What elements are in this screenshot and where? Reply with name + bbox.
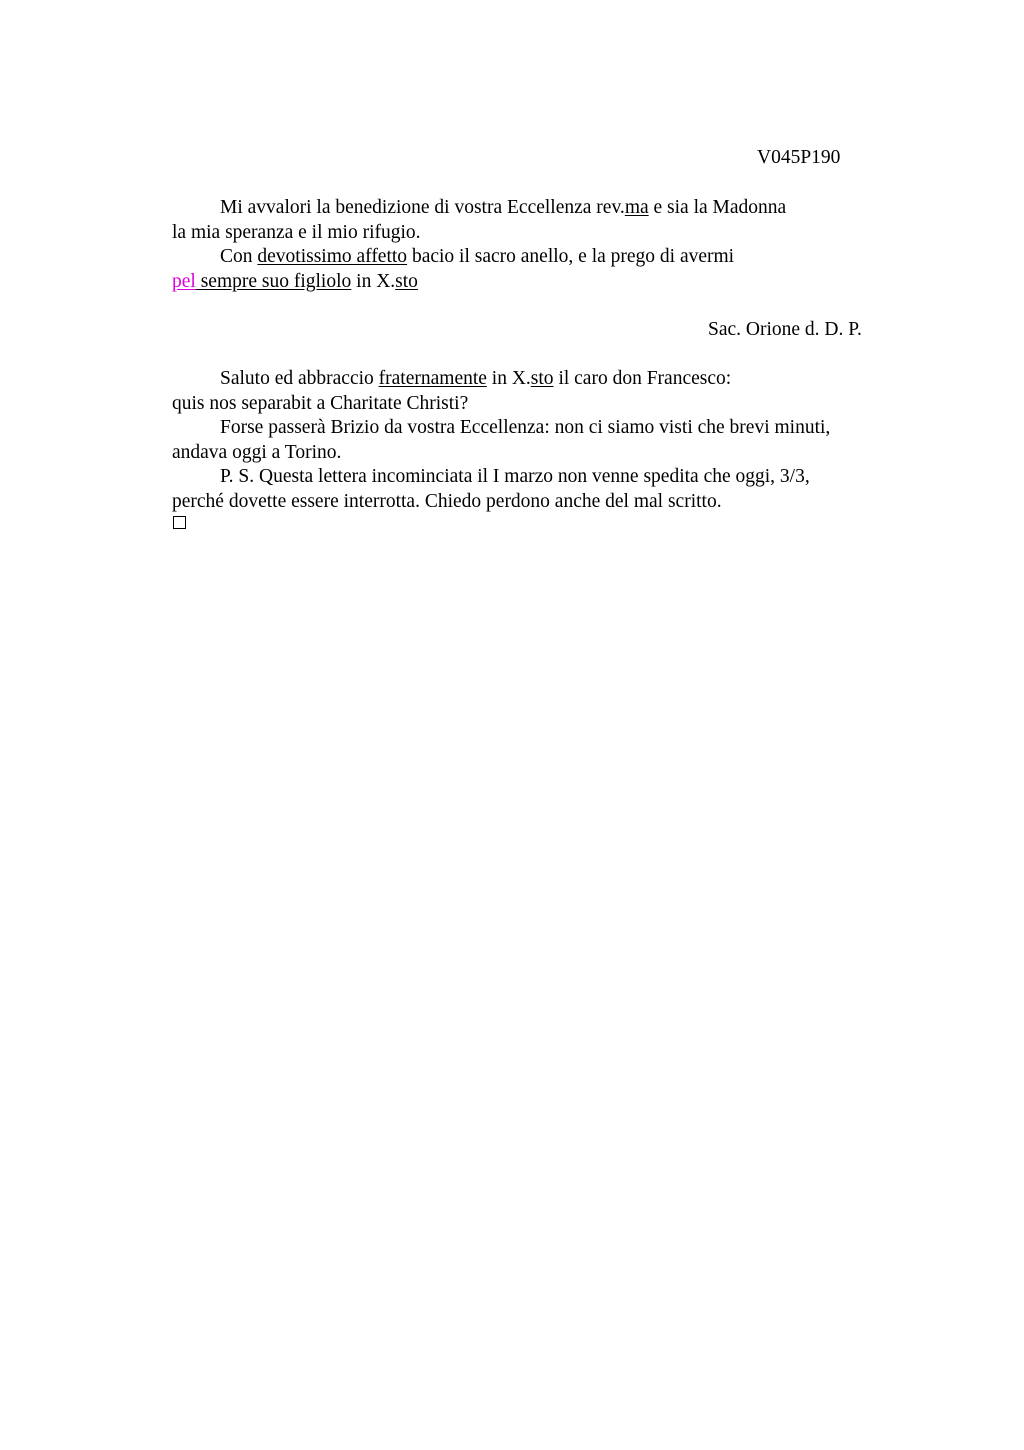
underlined-phrase: devotissimo affetto <box>257 246 408 267</box>
abbreviation-underlined: sto <box>530 368 554 389</box>
paragraph-1-line-1 <box>220 196 786 220</box>
paragraph-2-line-1 <box>220 245 734 269</box>
paragraph-4-line-2: andava oggi a Torino. <box>172 442 342 463</box>
paragraph-4-line-1: Forse passerà Brizio da vostra Eccellenza: non ci siamo visti che brevi minuti, <box>220 417 831 438</box>
paragraph-3-line-1 <box>220 367 731 391</box>
paragraph-5-line-1: P. S. Questa lettera incominciata il I marzo non venne spedita che oggi, 3/3, <box>220 466 810 487</box>
text-fragment: Saluto ed abbraccio <box>220 368 379 389</box>
text-fragment: bacio il sacro anello, e la prego di avermi <box>407 246 735 267</box>
text-fragment: Mi avvalori la benedizione di vostra Eccellenza rev. <box>220 197 625 218</box>
empty-box-glyph <box>173 516 186 529</box>
highlighted-word: pel <box>172 271 196 292</box>
text-fragment: il caro don Francesco: <box>553 368 732 389</box>
signature: Sac. Orione d. D. P. <box>708 319 862 340</box>
paragraph-2-line-2 <box>172 270 418 294</box>
text-fragment: in X. <box>486 368 531 389</box>
text-fragment: in X. <box>351 271 396 292</box>
document-id: V045P190 <box>757 147 841 168</box>
underlined-phrase: sempre suo figliolo <box>195 271 352 292</box>
underlined-phrase: fraternamente <box>378 368 487 389</box>
text-fragment: e sia la Madonna <box>648 197 787 218</box>
paragraph-1-line-2: la mia speranza e il mio rifugio. <box>172 222 421 243</box>
abbreviation-underlined: ma <box>624 197 649 218</box>
paragraph-5-line-2: perché dovette essere interrotta. Chiedo perdono anche del mal scritto. <box>172 491 722 512</box>
paragraph-3-line-2: quis nos separabit a Charitate Christi? <box>172 393 469 414</box>
abbreviation-underlined: sto <box>395 271 418 292</box>
text-fragment: Con <box>220 246 258 267</box>
